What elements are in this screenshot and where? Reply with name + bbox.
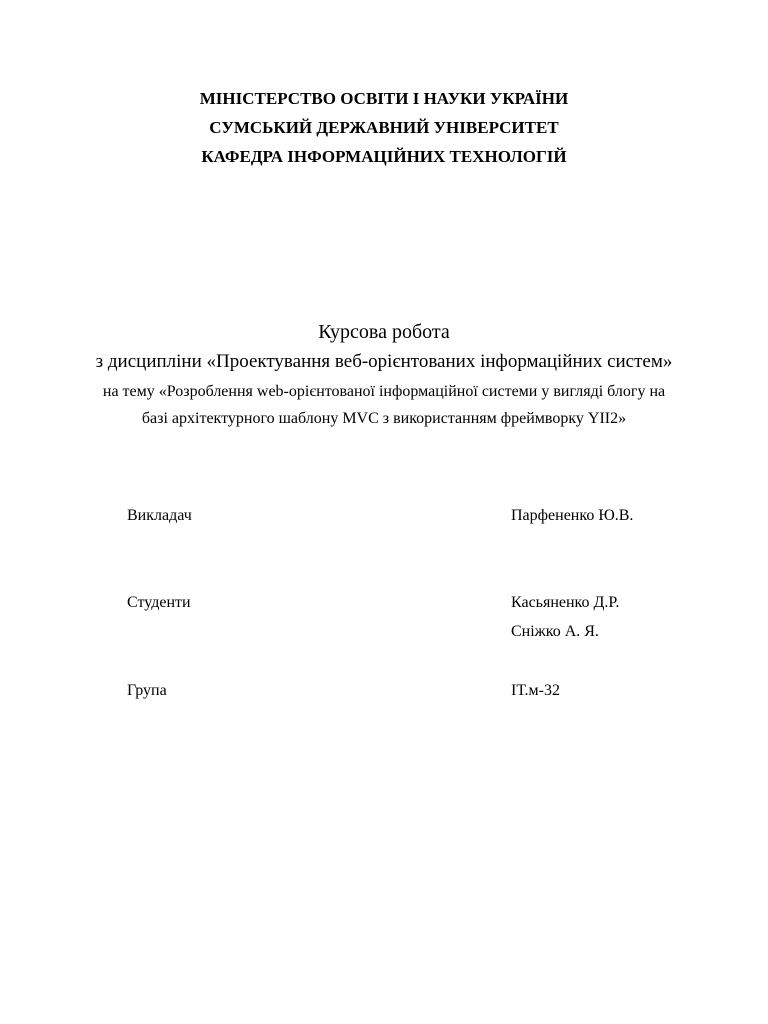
ministry-name: МІНІСТЕРСТВО ОСВІТИ І НАУКИ УКРАЇНИ bbox=[199, 89, 569, 108]
topic-line-2: базі архітектурного шаблону MVC з використанням фреймворку YII2» bbox=[141, 410, 627, 427]
group-label: Група bbox=[127, 682, 167, 699]
teacher-name: Парфененко Ю.В. bbox=[511, 507, 634, 524]
students-label: Студенти bbox=[127, 594, 191, 611]
institution-header bbox=[0, 84, 768, 171]
topic-line-1: на тему «Розроблення web-орієнтованої інформаційної системи у вигляді блогу на bbox=[102, 383, 666, 400]
student-name-2: Сніжко А. Я. bbox=[511, 623, 599, 640]
department-name: КАФЕДРА ІНФОРМАЦІЙНИХ ТЕХНОЛОГІЙ bbox=[201, 147, 567, 166]
group-value: ІТ.м-32 bbox=[511, 682, 560, 699]
discipline-line: з дисципліни «Проектування веб-орієнтованих інформаційних систем» bbox=[95, 351, 673, 372]
title-block bbox=[0, 318, 768, 432]
work-type: Курсова робота bbox=[318, 321, 450, 343]
student-name-1: Касьяненко Д.Р. bbox=[511, 594, 620, 611]
university-name: СУМСЬКИЙ ДЕРЖАВНИЙ УНІВЕРСИТЕТ bbox=[209, 118, 559, 137]
teacher-label: Викладач bbox=[127, 507, 192, 524]
